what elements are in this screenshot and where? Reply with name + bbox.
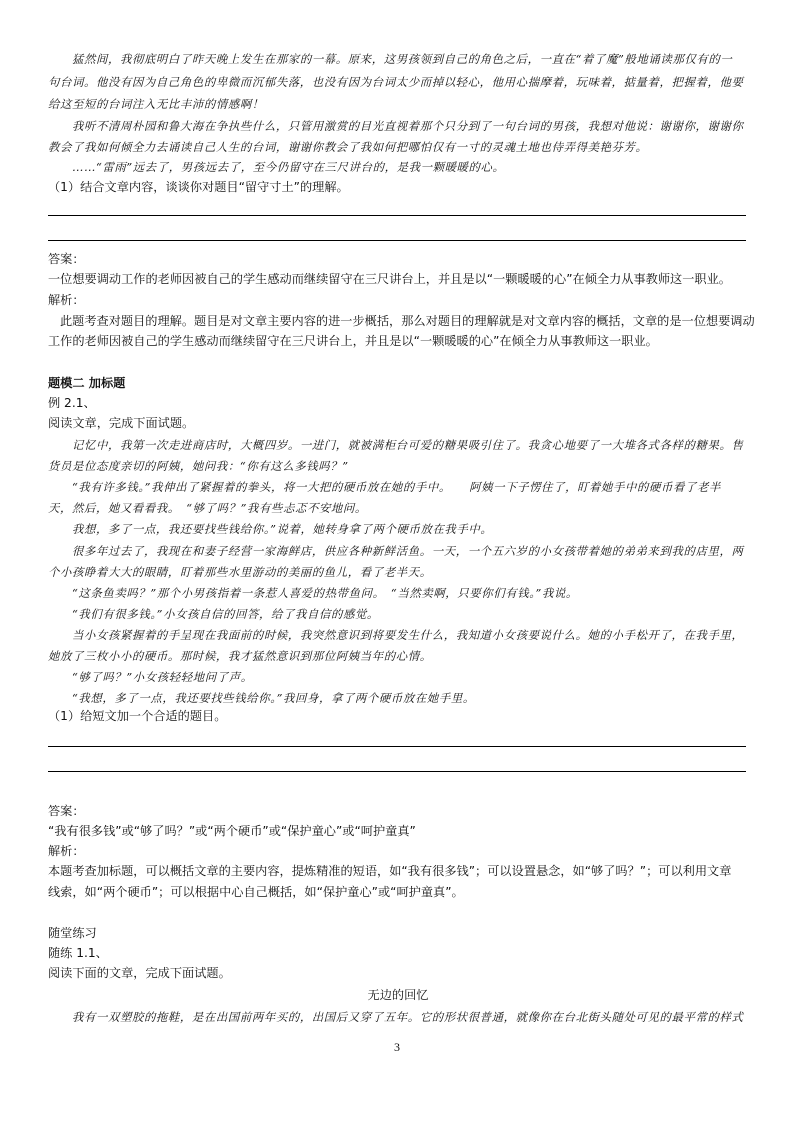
story1-line: 猛然间，我彻底明白了昨天晚上发生在那家的一幕。原来，这男孩领到自己的角色之后，一直在“着了魔”般地诵读那仅有的一	[72, 52, 733, 66]
analysis-label: 解析：	[48, 293, 85, 307]
story2-line: “这条鱼卖吗？”那个小男孩指着一条惹人喜爱的热带鱼问。 “当然卖啊，只要你们有钱。”我说。	[72, 586, 578, 600]
article-line: 我有一双塑胶的拖鞋，是在出国前两年买的，出国后又穿了五年。它的形状很普通，就像你在台北街头随处可见的最平常的样式	[72, 1010, 744, 1024]
story2-line: 货员是位态度亲切的阿姨，她问我：“你有这么多钱吗？”	[48, 459, 349, 473]
analysis-text: 线索，如“两个硬币”；可以根据中心自己概括，如“保护童心”或“呵护童真”。	[48, 885, 464, 899]
analysis-text: 本题考查加标题，可以概括文章的主要内容，提炼精准的短语，如“我有很多钱”；可以设置悬念，如“够了吗？”；可以利用文章	[48, 864, 732, 878]
page-number: 3	[394, 1040, 400, 1054]
story2-line: “我想，多了一点，我还要找些钱给你。”我回身，拿了两个硬币放在她手里。	[72, 691, 475, 705]
answer-line	[48, 215, 746, 216]
practice-item: 随练 1.1、	[48, 946, 108, 960]
instruction: 阅读文章，完成下面试题。	[48, 416, 195, 430]
example-label: 例 2.1、	[48, 396, 96, 410]
analysis-label: 解析：	[48, 844, 85, 858]
answer-text: “我有很多钱”或“够了吗？”或“两个硬币”或“保护童心”或“呵护童真”	[48, 824, 416, 838]
answer-line	[48, 771, 746, 772]
story2-line: 她放了三枚小小的硬币。那时候，我才猛然意识到那位阿姨当年的心情。	[48, 649, 432, 663]
story2-line: 很多年过去了，我现在和妻子经营一家海鲜店，供应各种新鲜活鱼。一天，一个五六岁的小女孩带着她的弟弟来到我的店里，两	[72, 544, 744, 558]
story2-line: “我有许多钱。”我伸出了紧握着的拳头，将一大把的硬币放在她的手中。 阿姨一下子愣住了，盯着她手中的硬币看了老半	[72, 480, 721, 494]
story1-line: 我听不清周朴园和鲁大海在争执些什么，只管用激赏的目光直视着那个只分到了一句台词的男孩，我想对他说：谢谢你，谢谢你	[72, 119, 744, 133]
story2-line: “我们有很多钱。”小女孩自信的回答，给了我自信的感觉。	[72, 607, 379, 621]
analysis-text: 此题考查对题目的理解。题目是对文章主要内容的进一步概括，那么对题目的理解就是对文章内容的概括，文章的是一位想要调动	[60, 314, 755, 328]
story1-line: 教会了我如何倾全力去诵读自己人生的台词，谢谢你教会了我如何把哪怕仅有一寸的灵魂土地也侍弄得美艳芬芳。	[48, 140, 648, 154]
answer-label: 答案：	[48, 252, 85, 266]
analysis-text: 工作的老师因被自己的学生感动而继续留守在三尺讲台上，并且是以“一颗暖暖的心”在倾全力从事教师这一职业。	[48, 334, 658, 348]
answer-label: 答案：	[48, 804, 85, 818]
story1-line: ……“雷雨”远去了，男孩远去了，至今仍留守在三尺讲台的，是我一颗暖暖的心。	[72, 160, 505, 174]
story2-line: 记忆中，我第一次走进商店时，大概四岁。一进门，就被满柜台可爱的糖果吸引住了。我贪心地要了一大堆各式各样的糖果。售	[72, 438, 744, 452]
story2-line: 天，然后，她又看看我。 “够了吗？”我有些忐忑不安地问。	[48, 501, 367, 515]
answer-line	[48, 746, 746, 747]
story2-line: 我想，多了一点，我还要找些钱给你。”说着，她转身拿了两个硬币放在我手中。	[72, 522, 493, 536]
story1-line: 句台词。他没有因为自己角色的卑微而沉郁失落，也没有因为台词太少而掉以轻心，他用心揣摩着，玩味着，掂量着，把握着，他要	[48, 75, 744, 89]
answer-text: 一位想要调动工作的老师因被自己的学生感动而继续留守在三尺讲台上，并且是以“一颗暖暖的心”在倾全力从事教师这一职业。	[48, 272, 731, 286]
question-2: （1）给短文加一个合适的题目。	[48, 709, 227, 723]
practice-instruction: 阅读下面的文章，完成下面试题。	[48, 966, 231, 980]
story2-line: 个小孩睁着大大的眼睛，盯着那些水里游动的美丽的鱼儿，看了老半天。	[48, 565, 432, 579]
question-1: （1）结合文章内容，谈谈你对题目“留守寸土”的理解。	[48, 180, 349, 194]
answer-line	[48, 240, 746, 241]
practice-heading: 随堂练习	[48, 926, 97, 940]
story2-line: “够了吗？”小女孩轻轻地问了声。	[72, 670, 253, 684]
article-title: 无边的回忆	[367, 988, 429, 1002]
story1-line: 给这至短的台词注入无比丰沛的情感啊！	[48, 97, 264, 111]
section-heading: 题模二 加标题	[48, 376, 126, 390]
story2-line: 当小女孩紧握着的手呈现在我面前的时候，我突然意识到将要发生什么，我知道小女孩要说什么。她的小手松开了，在我手里，	[72, 628, 744, 642]
